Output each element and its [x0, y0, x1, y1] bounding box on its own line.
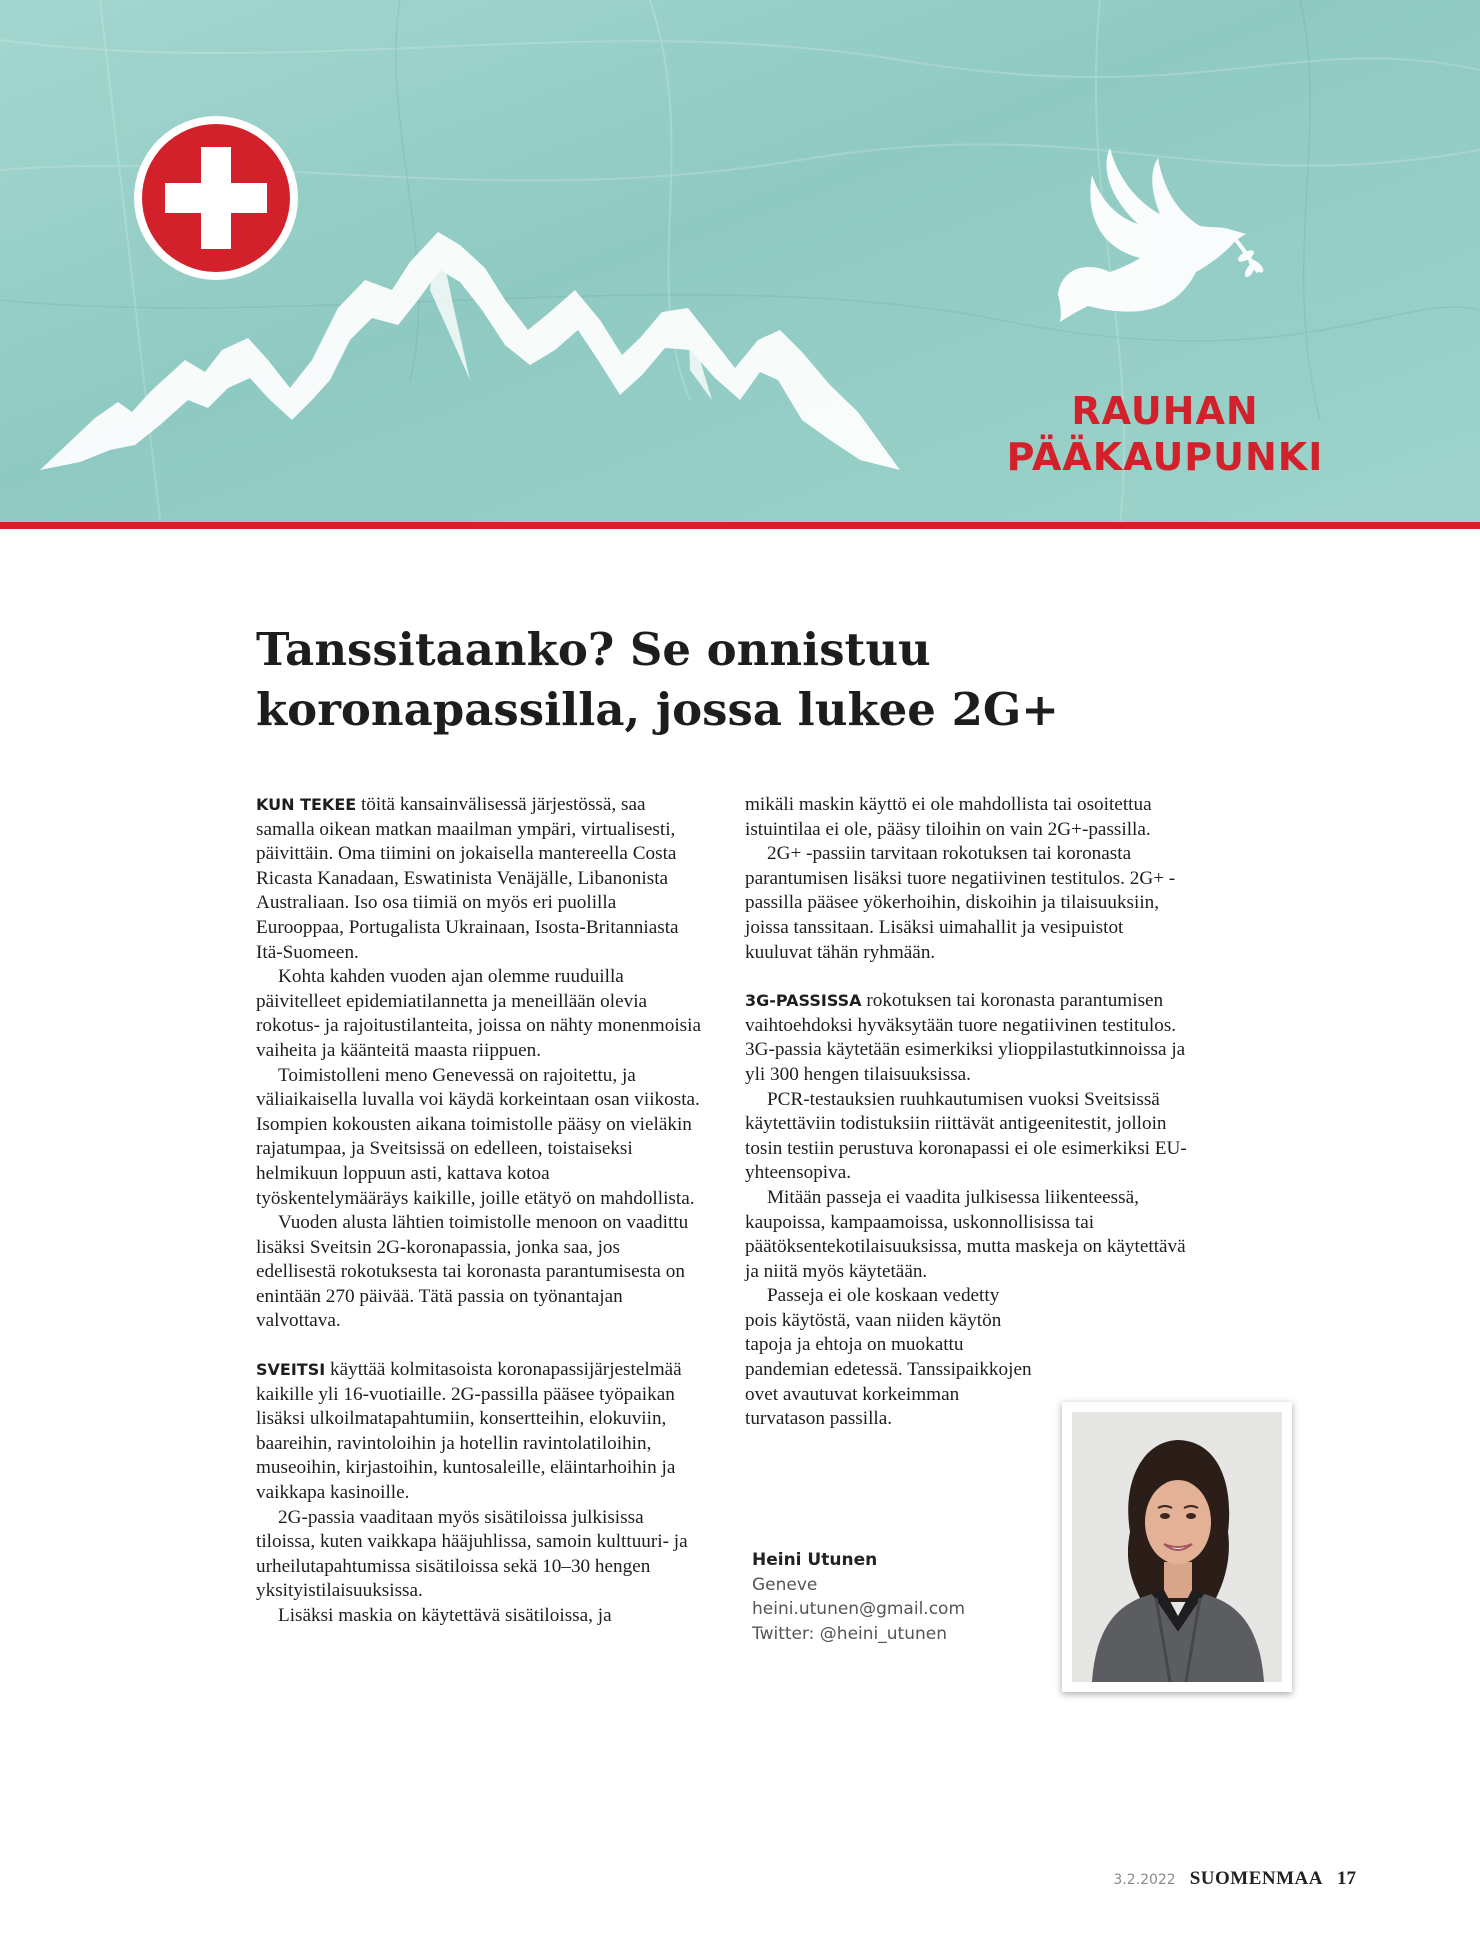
paragraph-text: rokotuksen tai koronasta parantumisen vaihtoehdoksi hyväksytään tuore negatiivinen testitulos. 3G-passia käytetään esimerkiksi ylioppilastutkinnoissa ja yli 300 hengen tilaisuuksissa. [745, 990, 1186, 1085]
paragraph: Kohta kahden vuoden ajan olemme ruuduilla päivitelleet epidemiatilannetta ja meneillään olevia rokotus- ja rajoitustilanteita, joissa on nähty monenmoisia vaiheita ja käänteitä maasta riippuen. [256, 966, 701, 1061]
dove-icon [1058, 148, 1265, 322]
section-title-line-1: RAUHAN [1071, 389, 1259, 433]
paragraph: Passeja ei ole koskaan vedetty pois käytöstä, vaan niiden käytön tapoja ja ehtoja on muokattu pandemian edetessä. Tanssipaikkojen ovet avautuvat korkeimman turvatason passilla. [745, 1285, 1032, 1430]
headline-line-2: koronapassilla, jossa lukee 2G+ [256, 683, 1060, 736]
paragraph [745, 989, 1190, 1087]
paragraph: Vuoden alusta lähtien toimistolle menoon on vaadittu lisäksi Sveitsin 2G-koronapassia, jonka saa, jos edellisestä rokotuksesta tai koronasta parantumisesta on enintään 270 päivää. Tätä passia on työnantajan valvottava. [256, 1212, 689, 1332]
paragraph: Lisäksi maskia on käytettävä sisätiloissa, ja [278, 1605, 612, 1626]
paragraph: Toimistolleni meno Genevessä on rajoitettu, ja väliaikaisella luvalla voi käydä korkeintaan osan viikosta. Isompien kokousten aikana toimistolle pääsy on vieläkin rajatumpaa, ja Sveitsissä on edelleen, toistaiseksi helmikuun loppuun asti, kattava kotoa työskentelymääräys kaikille, joille etätyö on mahdollista. [256, 1064, 700, 1209]
paragraph: PCR-testauksien ruuhkautumisen vuoksi Sveitsissä käytettäviin todistuksiin riittävät antigeenitestit, jolloin tosin testiin perustuva koronapassi ei ole esimerkiksi EU-yhteensopiva. [745, 1088, 1187, 1184]
author-city: Geneve [752, 1574, 818, 1595]
paragraph: Mitään passeja ei vaadita julkisessa liikenteessä, kaupoissa, kampaamoissa, uskonnollisissa tai päätöksentekotilaisuuksissa, mutta maskeja on käytettävä ja niitä myös käytetään. [745, 1186, 1186, 1282]
banner-divider [0, 522, 1480, 529]
lead-in: SVEITSI [256, 1360, 326, 1380]
author-photo [1062, 1402, 1292, 1692]
author-twitter[interactable]: Twitter: @heini_utunen [752, 1623, 947, 1644]
paragraph-text: käyttää kolmitasoista koronapassijärjestelmää kaikille yli 16-vuotiaille. 2G-passilla pääsee työpaikan lisäksi ulkoilmatapahtumiin, konsertteihin, elokuviin, baareihin, ravintoloihin ja hotellin ravintolatiloihin, museoihin, kirjastoihin, kuntosaleille, eläintarhoihin ja vaikkapa kasinoille. [256, 1359, 682, 1504]
section-title-line-2: PÄÄKAUPUNKI [1006, 435, 1324, 479]
swiss-flag-icon [134, 116, 298, 280]
portrait-image [1072, 1412, 1282, 1682]
paragraph [256, 1358, 701, 1506]
paragraph-text: töitä kansainvälisessä järjestössä, saa samalla oikean matkan maailman ympäri, virtualisesti, päivittäin. Oma tiimini on jokaisella mantereella Costa Ricasta Kanadaan, Eswatinista Venäjälle, Libanonista Australiaan. Iso osa tiimiä on myös eri puolilla Eurooppaa, Portugalista Ukrainaan, Isosta-Britanniasta Itä-Suomeen. [256, 794, 679, 963]
author-info [752, 1548, 1052, 1646]
headline-line-1: Tanssitaanko? Se onnistuu [256, 623, 931, 676]
issue-date: 3.2.2022 [1113, 1872, 1176, 1888]
article-column-right [745, 793, 1190, 1432]
lead-in: KUN TEKEE [256, 795, 357, 814]
paragraph: 2G+ -passiin tarvitaan rokotuksen tai koronasta parantumisen lisäksi tuore negatiivinen testitulos. 2G+ -passilla pääsee yökerhoihin, diskoihin ja tilaisuuksiin, joissa tanssitaan. Lisäksi uimahallit ja vesipuistot kuuluvat tähän ryhmään. [745, 843, 1176, 963]
paragraph: 2G-passia vaaditaan myös sisätiloissa julkisissa tiloissa, kuten vaikkapa hääjuhlissa, samoin kulttuuri- ja urheilutapahtumissa sisätiloissa sekä 10–30 hengen yksityistilaisuuksissa. [256, 1506, 688, 1602]
article-column-left [256, 793, 701, 1629]
author-email[interactable]: heini.utunen@gmail.com [752, 1599, 966, 1619]
article-headline [256, 620, 1156, 740]
paragraph: mikäli maskin käyttö ei ole mahdollista tai osoitettua istuintilaa ei ole, pääsy tiloihin on vain 2G+-passilla. [745, 794, 1152, 840]
paragraph [256, 793, 701, 965]
magazine-name: SUOMENMAA [1189, 1868, 1323, 1889]
mountains-icon [40, 232, 900, 470]
header-banner [0, 0, 1480, 524]
author-name: Heini Utunen [752, 1550, 878, 1570]
page-footer [1113, 1868, 1356, 1890]
section-title [1000, 388, 1330, 480]
page-number: 17 [1337, 1868, 1356, 1889]
lead-in: 3G-PASSISSA [745, 991, 862, 1011]
